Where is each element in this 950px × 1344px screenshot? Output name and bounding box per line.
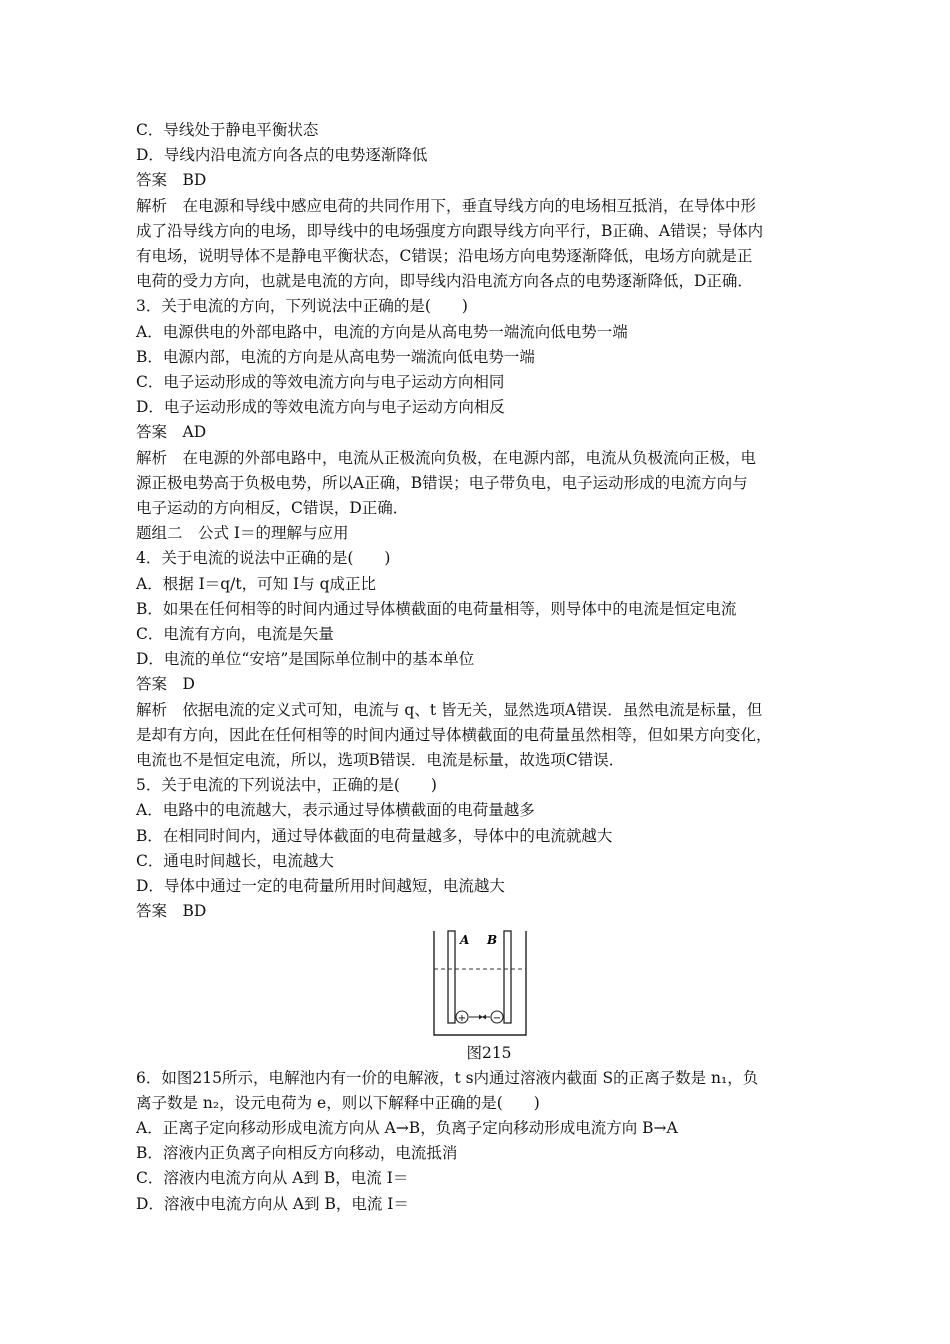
text-line: B．在相同时间内，通过导体截面的电荷量越多，导体中的电流就越大	[136, 826, 613, 845]
text-line: 解析 在电源的外部电路中，电流从正极流向负极，在电源内部，电流从负极流向正极，电	[136, 448, 757, 467]
text-line: B．溶液内正负离子向相反方向移动，电流抵消	[136, 1144, 458, 1163]
text-line: 解析 依据电流的定义式可知，电流与 q、t 皆无关，显然选项A错误．虽然电流是标量，但	[136, 700, 763, 719]
electrolytic-cell-diagram	[432, 929, 528, 1041]
text-line: 3．关于电流的方向，下列说法中正确的是( )	[136, 297, 468, 316]
text-line: B．电源内部，电流的方向是从高电势一端流向低电势一端	[136, 347, 535, 366]
positive-ion-symbol: +	[457, 1012, 467, 1024]
text-line: B．如果在任何相等的时间内通过导体横截面的电荷量相等，则导体中的电流是恒定电流	[136, 599, 737, 618]
text-line: 电流也不是恒定电流，所以，选项B错误．电流是标量，故选项C错误．	[136, 751, 625, 770]
text-line: C．电流有方向，电流是矢量	[136, 625, 334, 644]
figure-electrolytic-cell	[136, 929, 826, 1041]
text-line: 电荷的受力方向，也就是电流的方向，即导线内沿电流方向各点的电势逐渐降低，D正确．	[136, 272, 753, 291]
text-block-bottom	[136, 1066, 826, 1217]
text-line: C．电子运动形成的等效电流方向与电子运动方向相同	[136, 373, 505, 392]
figure-caption: 图215	[466, 1043, 512, 1062]
text-line: C．通电时间越长，电流越大	[136, 851, 334, 870]
electrode-b	[504, 931, 511, 1023]
text-line: 是却有方向，因此在任何相等的时间内通过导体横截面的电荷量虽然相等，但如果方向变化，	[136, 725, 772, 744]
text-line: D．溶液中电流方向从 A到 B，电流 I＝	[136, 1194, 409, 1213]
text-line: 答案 BD	[136, 171, 207, 190]
text-line: C．溶液内电流方向从 A到 B，电流 I＝	[136, 1169, 409, 1188]
electrode-a	[448, 931, 455, 1023]
text-line: 6．如图215所示，电解池内有一价的电解液，t s内通过溶液内截面 S的正离子数是 n₁，负	[136, 1068, 759, 1087]
negative-ion-symbol: −	[492, 1012, 502, 1024]
label-b: B	[487, 932, 498, 947]
text-line: 解析 在电源和导线中感应电荷的共同作用下，垂直导线方向的电场相互抵消，在导体中形	[136, 196, 757, 215]
text-line: A．电路中的电流越大，表示通过导体横截面的电荷量越多	[136, 801, 535, 820]
text-line: 答案 AD	[136, 423, 207, 442]
text-line: A．根据 I＝q/t，可知 I与 q成正比	[136, 574, 377, 593]
text-line: 有电场，说明导体不是静电平衡状态，C错误；沿电场方向电势逐渐降低，电场方向就是正	[136, 247, 753, 266]
text-line: D．导线内沿电流方向各点的电势逐渐降低	[136, 146, 428, 165]
arrow-left-head	[482, 1014, 486, 1019]
text-line: 5．关于电流的下列说法中，正确的是( )	[136, 776, 437, 795]
text-line: A．电源供电的外部电路中，电流的方向是从高电势一端流向低电势一端	[136, 322, 628, 341]
text-block-top	[136, 118, 826, 925]
text-line: D．电子运动形成的等效电流方向与电子运动方向相反	[136, 398, 505, 417]
document-page	[136, 118, 826, 1217]
text-line: 离子数是 n₂，设元电荷为 e，则以下解释中正确的是( )	[136, 1093, 540, 1112]
text-line: 答案 D	[136, 675, 195, 694]
text-line: 电子运动的方向相反，C错误，D正确．	[136, 499, 409, 518]
text-line: 答案 BD	[136, 902, 207, 921]
text-line: 4．关于电流的说法中正确的是( )	[136, 549, 391, 568]
text-line: 源正极电势高于负极电势，所以A正确，B错误；电子带负电，电子运动形成的电流方向与	[136, 473, 748, 492]
label-a: A	[460, 932, 470, 947]
text-line: D．电流的单位“安培”是国际单位制中的基本单位	[136, 650, 475, 669]
text-line: A．正离子定向移动形成电流方向从 A→B，负离子定向移动形成电流方向 B→A	[136, 1118, 678, 1137]
text-line: 题组二 公式 I＝的理解与应用	[136, 524, 349, 543]
text-line: D．导体中通过一定的电荷量所用时间越短，电流越大	[136, 877, 505, 896]
text-line: C．导线处于静电平衡状态	[136, 121, 319, 139]
text-line: 成了沿导线方向的电场，即导线中的电场强度方向跟导线方向平行，B正确、A错误；导体内	[136, 221, 764, 240]
